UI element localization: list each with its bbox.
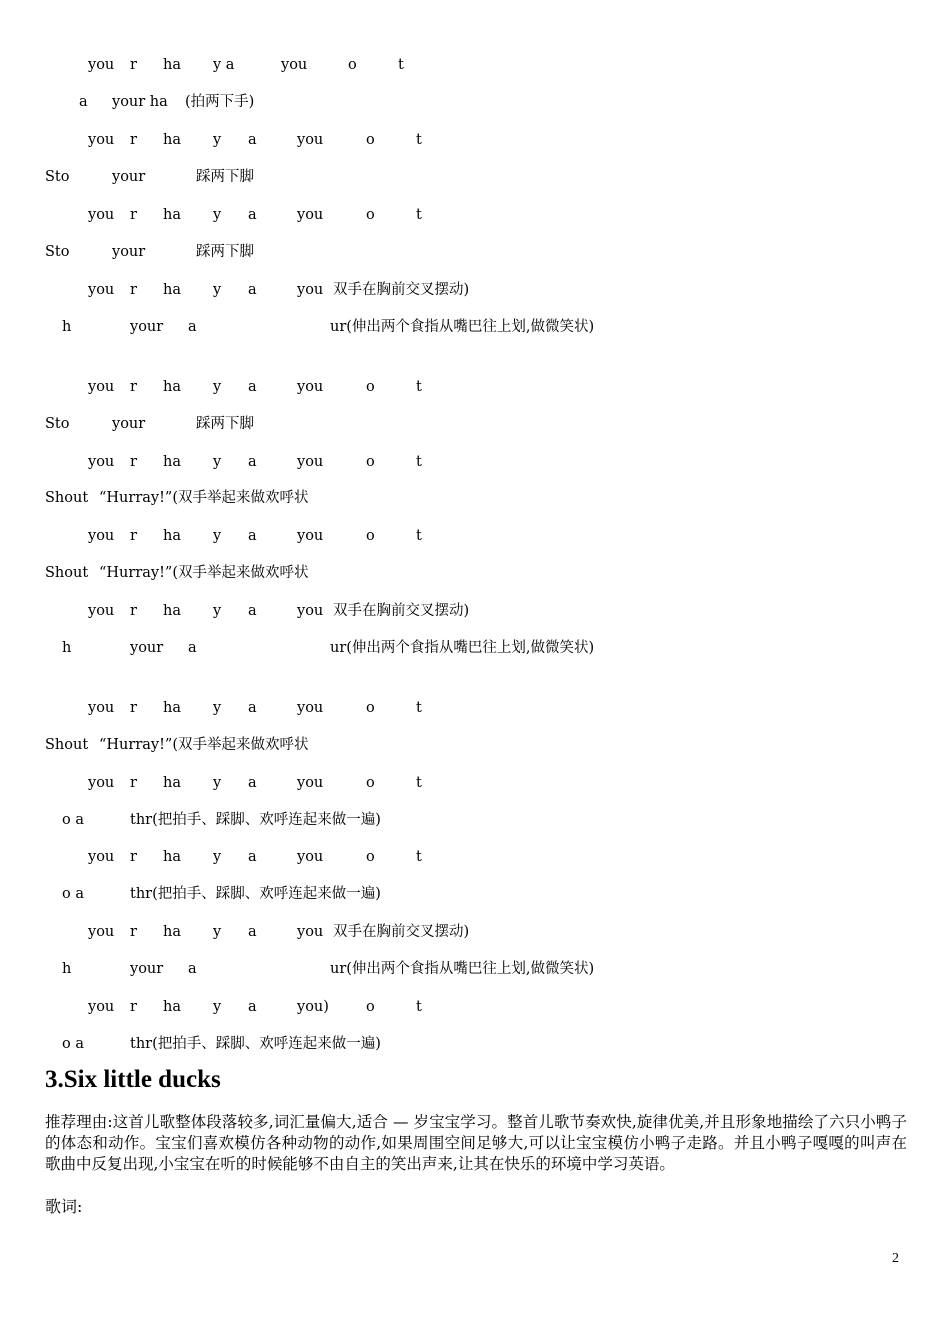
lyric-word: Sto [45, 416, 70, 432]
lyric-word: 双手在胸前交叉摆动) [333, 924, 470, 940]
lyric-word: ha [163, 528, 181, 544]
lyric-word: o [366, 775, 375, 791]
lyric-word: a [248, 924, 257, 940]
lyric-word: t [416, 454, 422, 470]
lyric-word: 踩两下脚 [196, 169, 254, 185]
lyric-word: ha [163, 603, 181, 619]
lyric-word: Sto [45, 169, 70, 185]
lyric-word: your [130, 319, 164, 335]
lyric-word: a [248, 849, 257, 865]
section-heading: 3.Six little ducks [45, 1066, 221, 1093]
lyric-word: you [88, 57, 115, 73]
lyric-word: ha [163, 207, 181, 223]
lyric-word: r [130, 282, 137, 298]
lyric-word: r [130, 700, 137, 716]
lyric-word: you [88, 282, 115, 298]
lyric-word: Shout [45, 565, 89, 581]
lyric-word: t [416, 700, 422, 716]
lyric-word: t [416, 999, 422, 1015]
lyric-word: ha [163, 454, 181, 470]
lyric-word: a [248, 379, 257, 395]
lyric-word: y [213, 454, 222, 470]
lyric-word: r [130, 999, 137, 1015]
lyric-word: Sto [45, 244, 70, 260]
lyric-word: t [416, 528, 422, 544]
lyric-word: r [130, 924, 137, 940]
lyric-word: ha [163, 282, 181, 298]
lyric-word: a [248, 454, 257, 470]
lyric-word: 双手在胸前交叉摆动) [333, 603, 470, 619]
lyric-word: o [366, 454, 375, 470]
lyric-word: your [112, 169, 146, 185]
lyric-word: “Hurray!”(双手举起来做欢呼状 [99, 565, 309, 581]
lyric-word: r [130, 379, 137, 395]
lyric-word: thr(把拍手、踩脚、欢呼连起来做一遍) [130, 1036, 381, 1052]
lyric-word: o [366, 207, 375, 223]
lyric-word: you [88, 454, 115, 470]
lyric-word: t [416, 379, 422, 395]
lyric-word: y [213, 700, 222, 716]
lyric-word: you [88, 999, 115, 1015]
lyric-word: ha [163, 700, 181, 716]
lyric-word: y [213, 999, 222, 1015]
lyric-word: you [88, 700, 115, 716]
lyric-word: ha [163, 924, 181, 940]
lyric-word: you [297, 454, 324, 470]
lyric-word: you [88, 379, 115, 395]
lyric-word: t [416, 207, 422, 223]
lyric-word: 踩两下脚 [196, 416, 254, 432]
lyric-word: you [88, 849, 115, 865]
lyric-word: h [62, 640, 72, 656]
lyric-word: your ha [112, 94, 168, 110]
lyric-word: “Hurray!”(双手举起来做欢呼状 [99, 490, 309, 506]
lyric-word: ur(伸出两个食指从嘴巴往上划,做微笑状) [330, 319, 595, 335]
lyric-word: a [248, 282, 257, 298]
lyric-word: r [130, 132, 137, 148]
lyric-word: you [88, 603, 115, 619]
lyric-word: a [248, 603, 257, 619]
lyric-word: you [88, 775, 115, 791]
lyric-word: a [248, 207, 257, 223]
lyric-word: y [213, 849, 222, 865]
lyric-word: o [366, 849, 375, 865]
lyric-word: o [348, 57, 357, 73]
lyric-word: Shout [45, 490, 89, 506]
lyric-word: 踩两下脚 [196, 244, 254, 260]
lyric-word: r [130, 603, 137, 619]
lyric-word: o a [62, 812, 84, 828]
lyric-word: a [248, 528, 257, 544]
lyric-word: y [213, 132, 222, 148]
lyric-word: r [130, 454, 137, 470]
lyric-word: your [130, 640, 164, 656]
lyric-word: ha [163, 849, 181, 865]
lyric-word: r [130, 528, 137, 544]
lyric-word: r [130, 207, 137, 223]
lyric-word: you [297, 849, 324, 865]
lyric-word: your [130, 961, 164, 977]
lyric-word: a [188, 640, 197, 656]
lyric-word: r [130, 849, 137, 865]
lyric-word: ur(伸出两个食指从嘴巴往上划,做微笑状) [330, 961, 595, 977]
recommendation-paragraph: 推荐理由:这首儿歌整体段落较多,词汇量偏大,适合 — 岁宝宝学习。整首儿歌节奏欢快,旋律优美,并且形象地描绘了六只小鸭子的体态和动作。宝宝们喜欢模仿各种动物的动作,如果周围空间足够大,可以让宝宝模仿小鸭子走路。并且小鸭子嘎嘎的叫声在歌曲中反复出现,小宝宝在听的时候能够不由自主的笑出声来,让其在快乐的环境中学习英语。 [45, 1113, 907, 1173]
lyric-word: y [213, 528, 222, 544]
lyric-word: ha [163, 57, 181, 73]
lyric-word: you) [297, 999, 329, 1015]
lyric-word: y [213, 207, 222, 223]
lyric-word: t [416, 849, 422, 865]
lyric-word: you [281, 57, 308, 73]
lyric-word: y [213, 924, 222, 940]
lyric-word: ha [163, 999, 181, 1015]
lyric-word: you [297, 379, 324, 395]
lyric-word: 双手在胸前交叉摆动) [333, 282, 470, 298]
lyric-word: you [297, 282, 324, 298]
lyric-word: a [188, 961, 197, 977]
lyric-word: h [62, 319, 72, 335]
lyric-word: y [213, 282, 222, 298]
lyric-word: a [79, 94, 88, 110]
lyric-word: you [297, 700, 324, 716]
lyric-word: y [213, 603, 222, 619]
lyric-word: r [130, 57, 137, 73]
lyric-word: your [112, 416, 146, 432]
lyric-word: you [297, 132, 324, 148]
lyric-word: a [248, 700, 257, 716]
lyric-word: o [366, 528, 375, 544]
lyric-word: your [112, 244, 146, 260]
lyrics-label: 歌词: [45, 1197, 83, 1216]
lyric-word: a [248, 132, 257, 148]
lyric-word: t [416, 132, 422, 148]
lyric-word: t [416, 775, 422, 791]
lyric-word: r [130, 775, 137, 791]
lyric-word: you [88, 528, 115, 544]
lyric-word: you [88, 132, 115, 148]
lyric-word: thr(把拍手、踩脚、欢呼连起来做一遍) [130, 886, 381, 902]
lyric-word: you [297, 924, 324, 940]
lyric-word: o [366, 999, 375, 1015]
lyric-word: o [366, 379, 375, 395]
lyric-word: t [398, 57, 404, 73]
lyric-word: ur(伸出两个食指从嘴巴往上划,做微笑状) [330, 640, 595, 656]
lyric-word: you [297, 775, 324, 791]
lyric-word: ha [163, 775, 181, 791]
page-number: 2 [892, 1251, 899, 1266]
lyric-word: ha [163, 132, 181, 148]
lyric-word: thr(把拍手、踩脚、欢呼连起来做一遍) [130, 812, 381, 828]
lyric-word: a [248, 999, 257, 1015]
lyric-word: o [366, 700, 375, 716]
lyric-word: o a [62, 886, 84, 902]
lyric-word: (拍两下手) [185, 94, 255, 110]
lyric-word: you [88, 207, 115, 223]
lyric-word: h [62, 961, 72, 977]
lyric-word: a [188, 319, 197, 335]
lyric-word: a [248, 775, 257, 791]
lyric-word: you [297, 207, 324, 223]
lyric-word: y [213, 775, 222, 791]
lyric-word: you [297, 528, 324, 544]
lyric-word: o [366, 132, 375, 148]
lyric-word: y [213, 379, 222, 395]
lyric-word: “Hurray!”(双手举起来做欢呼状 [99, 737, 309, 753]
lyric-word: y a [213, 57, 235, 73]
lyric-word: ha [163, 379, 181, 395]
lyric-word: you [88, 924, 115, 940]
lyric-word: Shout [45, 737, 89, 753]
lyric-word: o a [62, 1036, 84, 1052]
lyric-word: you [297, 603, 324, 619]
